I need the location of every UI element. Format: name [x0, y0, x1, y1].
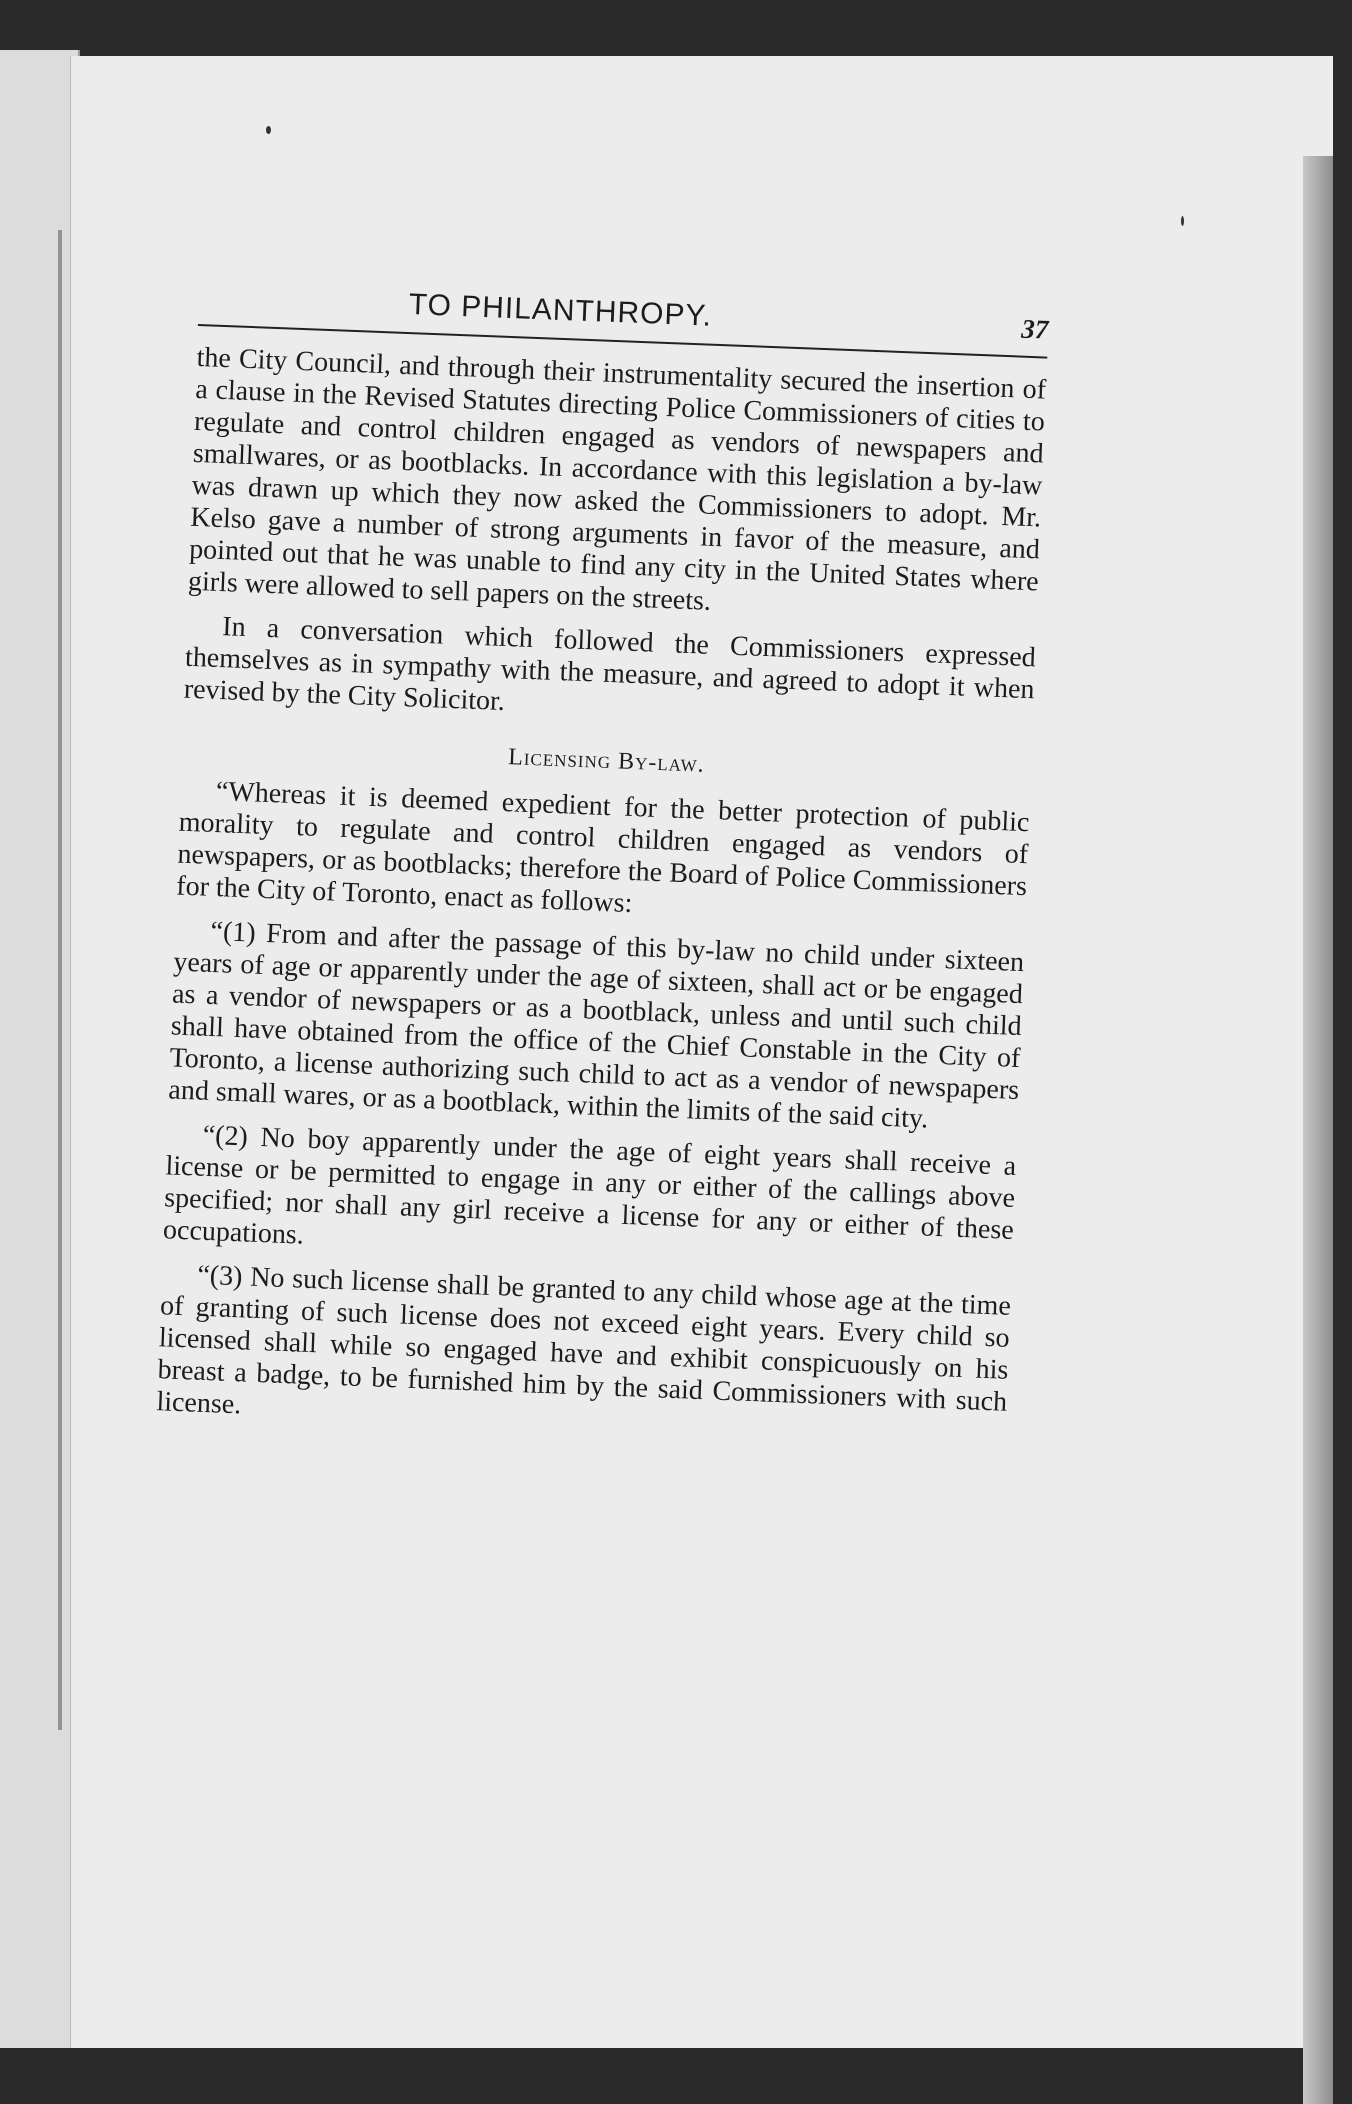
body-paragraph: the City Council, and through their instrumentality secured the insertion of a clause in the Revised Statutes directing Police Commissioners of cities to regulate and control children engaged as vendors of newspapers and smallwares, or as bootblacks. In accordance with this legislation a by-law was drawn up which they now asked the Commissioners to adopt. Mr. Kelso gave a number of strong arguments in favor of the measure, and pointed out that he was unable to find any city in the United States where girls were allowed to sell papers on the streets.: [187, 341, 1047, 617]
binding-shadow: [58, 230, 62, 1730]
page-number: 37: [1020, 313, 1049, 345]
bylaw-preamble: “Whereas it is deemed expedient for the better protection of public morality to regulate and control children engaged as vendors of newspapers, or as bootblacks; therefore the Board of Police Commissioners for the City of Toronto, enact as follows:: [175, 776, 1030, 920]
bylaw-clause-3: “(3) No such license shall be granted to any child whose age at the time of granting of such license does not exceed eight years. Every child so licensed shall while so engaged have and exhibit conspicuously on his breast a badge, to be furnished him by the said Commissioners with such license.: [155, 1259, 1012, 1421]
bylaw-clause-1: “(1) From and after the passage of this by-law no child under sixteen years of age or apparently under the age of sixteen, shall act or be engaged as a vendor of newspapers or as a bootblack, unless and until such child shall have obtained from the office of the Chief Constable in the City of Toronto, a license authorizing such child to act as a vendor of newspapers and small wares, or as a bootblack, within the limits of the said city.: [167, 915, 1025, 1135]
bylaw-clause-2: “(2) No boy apparently under the age of eight years shall receive a license or be permitted to engage in any or either of the callings above specified; nor shall any girl receive a license for any or either of these occupations.: [162, 1119, 1017, 1251]
page-stack-edge: [1303, 156, 1333, 2104]
section-heading: Licensing By-law.: [507, 744, 706, 778]
speck-mark: [266, 126, 271, 134]
left-page-edge: [0, 50, 80, 2048]
body-paragraph: In a conversation which followed the Commissioners expressed themselves as in sympathy with the measure, and agreed to adopt it when revised by the City Solicitor.: [183, 611, 1037, 718]
running-head: TO PHILANTHROPY.: [408, 288, 713, 333]
speck-mark: [1181, 216, 1184, 226]
page-text-block: [155, 270, 1049, 1463]
